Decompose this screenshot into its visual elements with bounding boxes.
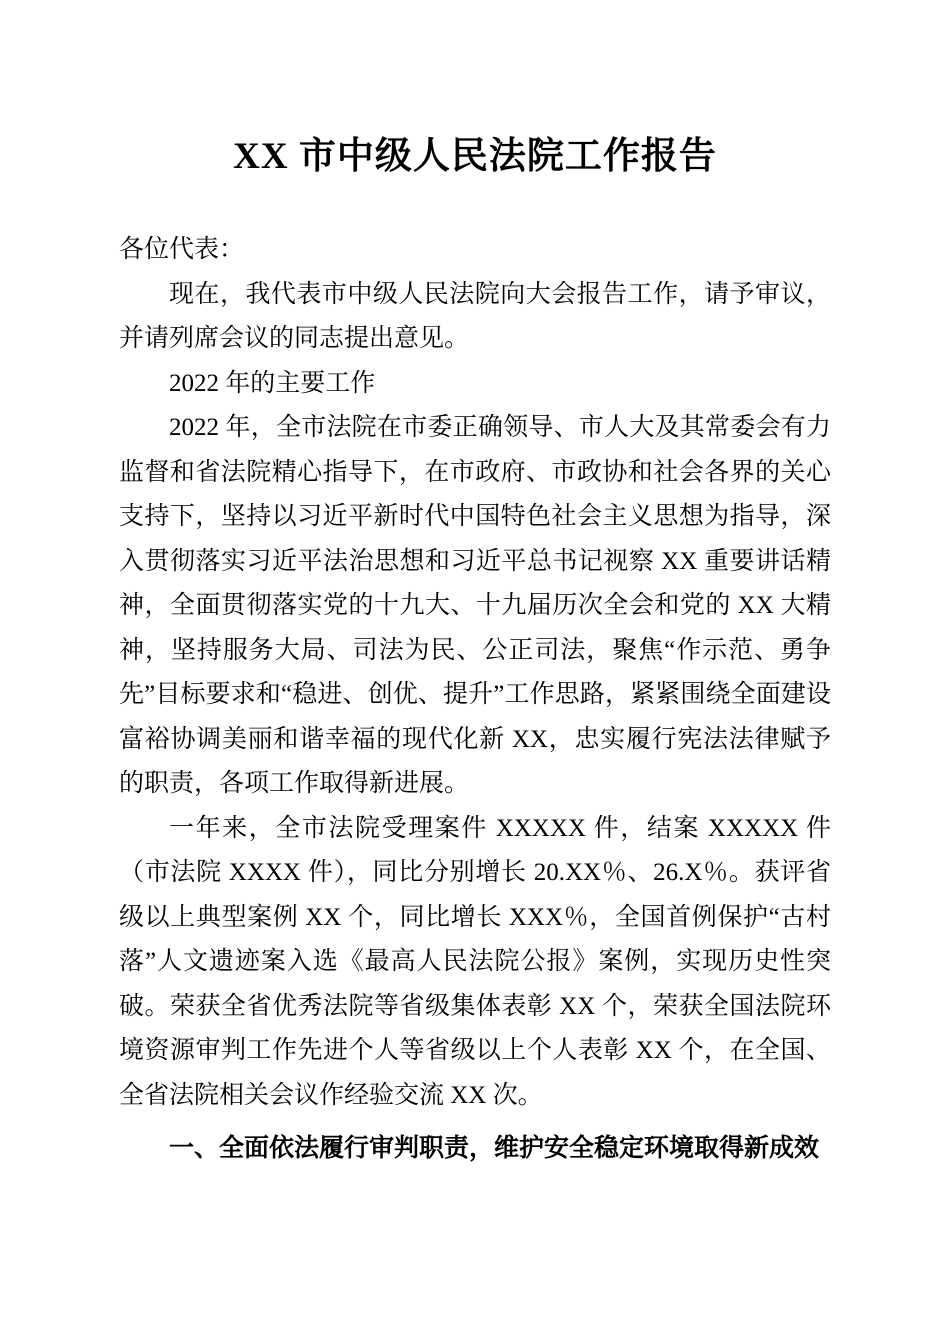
paragraph-statistics: 一年来，全市法院受理案件 XXXXX 件，结案 XXXXX 件（市法院 XXXX 件），同比分别增长 20.XX％、26.X％。获评省级以上典型案例 XX 个，同比增长 XXX％，全国首例保护“古村落”人文遗迹案入选《最高人民法院公报》案例，实现历史性突破。荣获全省优秀法院等省级集体表彰 XX 个，荣获全国法院环境资源审判工作先进个人等省级以上个人表彰 XX 个，在全国、全省法院相关会议作经验交流 XX 次。 xyxy=(119,814,831,1109)
salutation-line: 各位代表： xyxy=(119,236,245,263)
document-body xyxy=(119,228,831,1171)
document-title: XX 市中级人民法院工作报告 xyxy=(233,136,717,177)
section-one-heading: 一、全面依法履行审判职责，维护安全稳定环境取得新成效 xyxy=(169,1134,820,1162)
paragraph-year-subtitle: 2022 年的主要工作 xyxy=(169,369,376,397)
paragraph-intro: 现在，我代表市中级人民法院向大会报告工作，请予审议，并请列席会议的同志提出意见。 xyxy=(119,280,831,352)
paragraph-overview: 2022 年，全市法院在市委正确领导、市人大及其常委会有力监督和省法院精心指导下，在市政府、市政协和社会各界的关心支持下，坚持以习近平新时代中国特色社会主义思想为指导，深入贯彻落实习近平法治思想和习近平总书记视察 XX 重要讲话精神，全面贯彻落实党的十九大、十九届历次全会和党的 XX 大精神，坚持服务大局、司法为民、公正司法，聚焦“作示范、勇争先”目标要求和“稳进、创优、提升”工作思路，紧紧围绕全面建设富裕协调美丽和谐幸福的现代化新 XX，忠实履行宪法法律赋予的职责，各项工作取得新进展。 xyxy=(119,414,831,797)
